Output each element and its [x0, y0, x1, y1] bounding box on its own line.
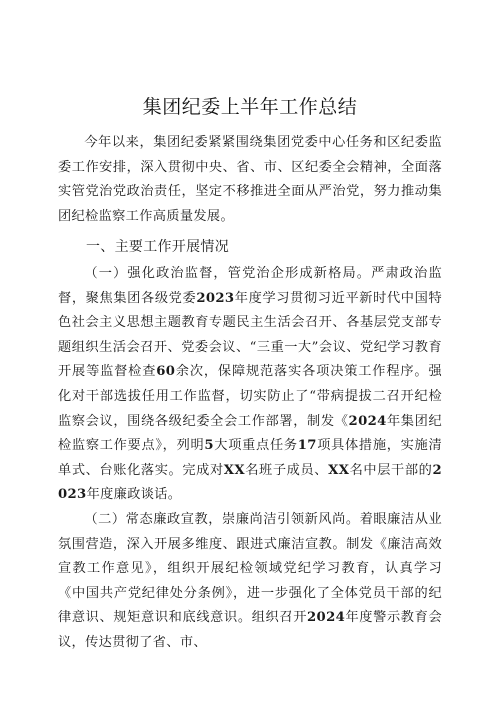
- text-run: 余次，保障规范落实各项决策工作程序。强化对干部选拔任用工作监督，切实防止了“带病提拔二召开纪检监察会议，围绕各级纪委全会工作部署，制发《: [58, 364, 442, 429]
- bold-number: 5: [204, 438, 214, 454]
- text-run: 年集团纪检监察工作要点》，列明: [58, 413, 442, 454]
- paragraph-integrity-education: [58, 508, 442, 656]
- document-title: 集团纪委上半年工作总结: [142, 96, 358, 118]
- text-run: 名中层干部的: [349, 462, 433, 478]
- text-run: （一）强化政治监督，管党治企形成新格局。严肃政治监督，聚焦集团各级党委: [58, 265, 442, 306]
- bold-number: 17: [297, 438, 317, 454]
- text-run: 年度警示教育会议，传达贯彻了省、市、: [58, 610, 442, 650]
- text-run: 名班子成员、: [244, 462, 329, 478]
- text-run: 年度学习贯彻习近平新时代中国特色社会主义思想主题教育专题民主生活会召开、各基层党支部专题组织生活会召开、党委会议、“三重一大”会议、党纪学习教育开展等监督检查: [58, 290, 443, 380]
- paragraph-political-supervision: [58, 262, 442, 508]
- bold-number: XX: [328, 462, 350, 478]
- bold-number: 2023: [58, 462, 442, 503]
- intro-paragraph: 今年以来，集团纪委紧紧围绕集团党委中心任务和区纪委监委工作安排，深入贯彻中央、省、市、区纪委全会精神，全面落实管党治党政治责任，坚定不移推进全面从严治党，努力推动集团纪检监察工作高质量发展。: [58, 135, 442, 224]
- text-run: 项具体措施，实施清单式、台账化落实。完成对: [58, 438, 443, 478]
- bold-number: XX: [223, 462, 245, 478]
- bold-number: 60: [156, 364, 176, 380]
- bold-number: 2024: [307, 610, 346, 626]
- bold-number: 2023: [196, 290, 235, 306]
- text-run: （二）常态廉政宣教，崇廉尚洁引领新风尚。着眼廉洁从业氛围营造，深入开展多维度、跟进式廉洁宣教。制发《廉洁高效宣教工作意见》，组织开展纪检领域党纪学习教育，认真学习《中国共产党纪律处分条例》，进一步强化了全体党员干部的纪律意识、规矩意识和底线意识。组织召开: [58, 511, 442, 626]
- bold-number: 2024: [348, 413, 387, 429]
- text-run: 年度廉政谈话。: [86, 487, 182, 503]
- text-run: 大项重点任务: [213, 438, 298, 454]
- section-heading: 一、主要工作开展情况: [86, 239, 229, 256]
